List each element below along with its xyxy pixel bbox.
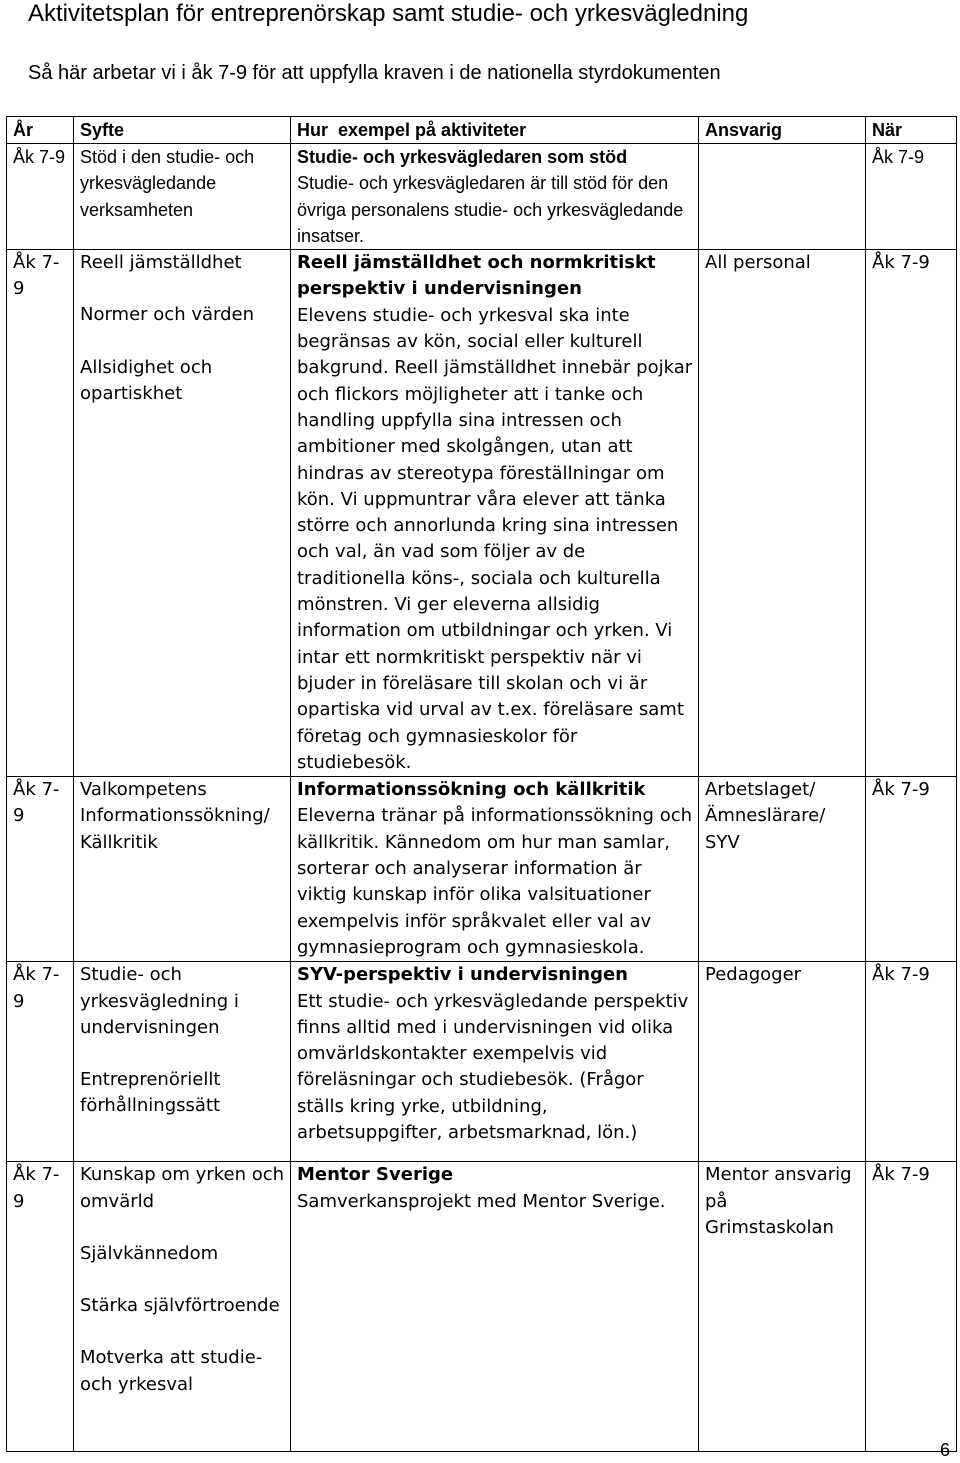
activity-text: Samverkansprojekt med Mentor Sverige.	[297, 1190, 666, 1212]
cell-syfte	[74, 962, 291, 1162]
syfte-item: Kunskap om yrken och omvärld	[80, 1164, 285, 1212]
table-row	[7, 250, 957, 777]
cell-ar: Åk 7-9	[7, 962, 74, 1162]
cell-ansvarig: All personal	[699, 250, 866, 777]
header-syfte: Syfte	[74, 117, 291, 144]
cell-ar: Åk 7-9	[7, 144, 74, 250]
spacer	[80, 1041, 286, 1067]
syfte-item: Allsidighet och opartiskhet	[80, 356, 213, 405]
table-row	[7, 777, 957, 962]
activity-text: Eleverna tränar på informationssökning och källkritik. Kännedom om hur man samlar, sorterar och analyserar information är viktig kunskap inför olika valsituationer exempelvis inför språkvalet eller val av gymnasieprogram och gymnasieskola.	[297, 805, 693, 958]
cell-nar: Åk 7-9	[866, 144, 957, 250]
header-hur-label: Hur exempel på aktiviteter	[297, 120, 527, 140]
header-ar: År	[7, 117, 74, 144]
cell-syfte	[74, 144, 291, 250]
spacer	[80, 329, 286, 355]
table-row	[7, 962, 957, 1162]
cell-hur	[291, 777, 699, 962]
syfte-item: Entreprenöriellt förhållningssätt	[80, 1069, 221, 1117]
cell-hur	[291, 250, 699, 777]
cell-ansvarig: Mentor ansvarig på Grimstaskolan	[699, 1162, 866, 1452]
activity-title: Informationssökning och källkritik	[297, 779, 646, 801]
spacer	[80, 1319, 286, 1345]
header-nar: När	[866, 117, 957, 144]
syfte-item: Stärka självförtroende	[80, 1295, 280, 1317]
table-row	[7, 1162, 957, 1452]
syfte-item: Valkompetens Informationssökning/ Källkritik	[80, 779, 270, 853]
page-number: 6	[940, 1440, 951, 1460]
activity-text: Studie- och yrkesvägledaren är till stöd för den övriga personalens studie- och yrkesvägledande insatser.	[297, 173, 684, 246]
activity-title: Mentor Sverige	[297, 1164, 454, 1186]
table-row	[7, 144, 957, 250]
cell-nar: Åk 7-9	[866, 962, 957, 1162]
cell-syfte	[74, 1162, 291, 1452]
header-ansvarig: Ansvarig	[699, 117, 866, 144]
document-title: Aktivitetsplan för entreprenörskap samt studie- och yrkesvägledning	[28, 0, 749, 27]
spacer	[80, 1267, 286, 1293]
syfte-item: Motverka att studie- och yrkesval	[80, 1347, 263, 1395]
activity-text: Ett studie- och yrkesvägledande perspektiv finns alltid med i undervisningen vid olika omvärldskontakter exempelvis vid föreläsningar och studiebesök. (Frågor ställs kring yrke, utbildning, arbetsuppgifter, arbetsmarknad, lön.)	[297, 990, 689, 1143]
cell-ansvarig: Arbetslaget/ Ämneslärare/ SYV	[699, 777, 866, 962]
activity-title: SYV-perspektiv i undervisningen	[297, 964, 628, 986]
cell-ar: Åk 7-9	[7, 250, 74, 777]
cell-syfte	[74, 777, 291, 962]
cell-ar: Åk 7-9	[7, 777, 74, 962]
syfte-item: Studie- och yrkesvägledning i undervisningen	[80, 964, 239, 1038]
activity-text: Elevens studie- och yrkesval ska inte begränsas av kön, social eller kulturell bakgrund. Reell jämställdhet innebär pojkar och flickors möjligheter att i tanke och handling uppfylla sina intressen och ambitioner med skolgången, utan att hindras av stereotypa föreställningar om kön. Vi uppmuntrar våra elever att tänka större och annorlunda kring sina intressen och val, än vad som följer av de traditionella köns-, sociala och kulturella mönstren. Vi ger eleverna allsidig information om utbildningar och yrken. Vi intar ett normkritiskt perspektiv när vi bjuder in föreläsare till skolan och vi är opartiska vid urval av t.ex. föreläsare samt företag och gymnasieskolor för studiebesök.	[297, 304, 693, 773]
cell-hur	[291, 144, 699, 250]
cell-hur	[291, 1162, 699, 1452]
syfte-item: Reell jämställdhet	[80, 252, 242, 274]
cell-syfte	[74, 250, 291, 777]
document-subtitle: Så här arbetar vi i åk 7-9 för att uppfylla kraven i de nationella styrdokumenten	[28, 62, 721, 84]
spacer	[80, 1215, 286, 1241]
cell-ansvarig: Pedagoger	[699, 962, 866, 1162]
table-header-row	[7, 117, 957, 144]
cell-nar: Åk 7-9	[866, 777, 957, 962]
syfte-item: Normer och värden	[80, 304, 255, 326]
activity-title: Studie- och yrkesvägledaren som stöd	[297, 147, 628, 167]
syfte-item: Självkännedom	[80, 1242, 219, 1264]
activity-title: Reell jämställdhet och normkritiskt perspektiv i undervisningen	[297, 252, 656, 300]
cell-hur	[291, 962, 699, 1162]
cell-ansvarig	[699, 144, 866, 250]
header-hur	[291, 117, 699, 144]
spacer	[80, 276, 286, 302]
cell-ar: Åk 7-9	[7, 1162, 74, 1452]
syfte-item: Stöd i den studie- och yrkesvägledande verksamheten	[80, 147, 255, 220]
activity-plan-table	[6, 116, 957, 1452]
cell-nar: Åk 7-9	[866, 1162, 957, 1452]
cell-nar: Åk 7-9	[866, 250, 957, 777]
